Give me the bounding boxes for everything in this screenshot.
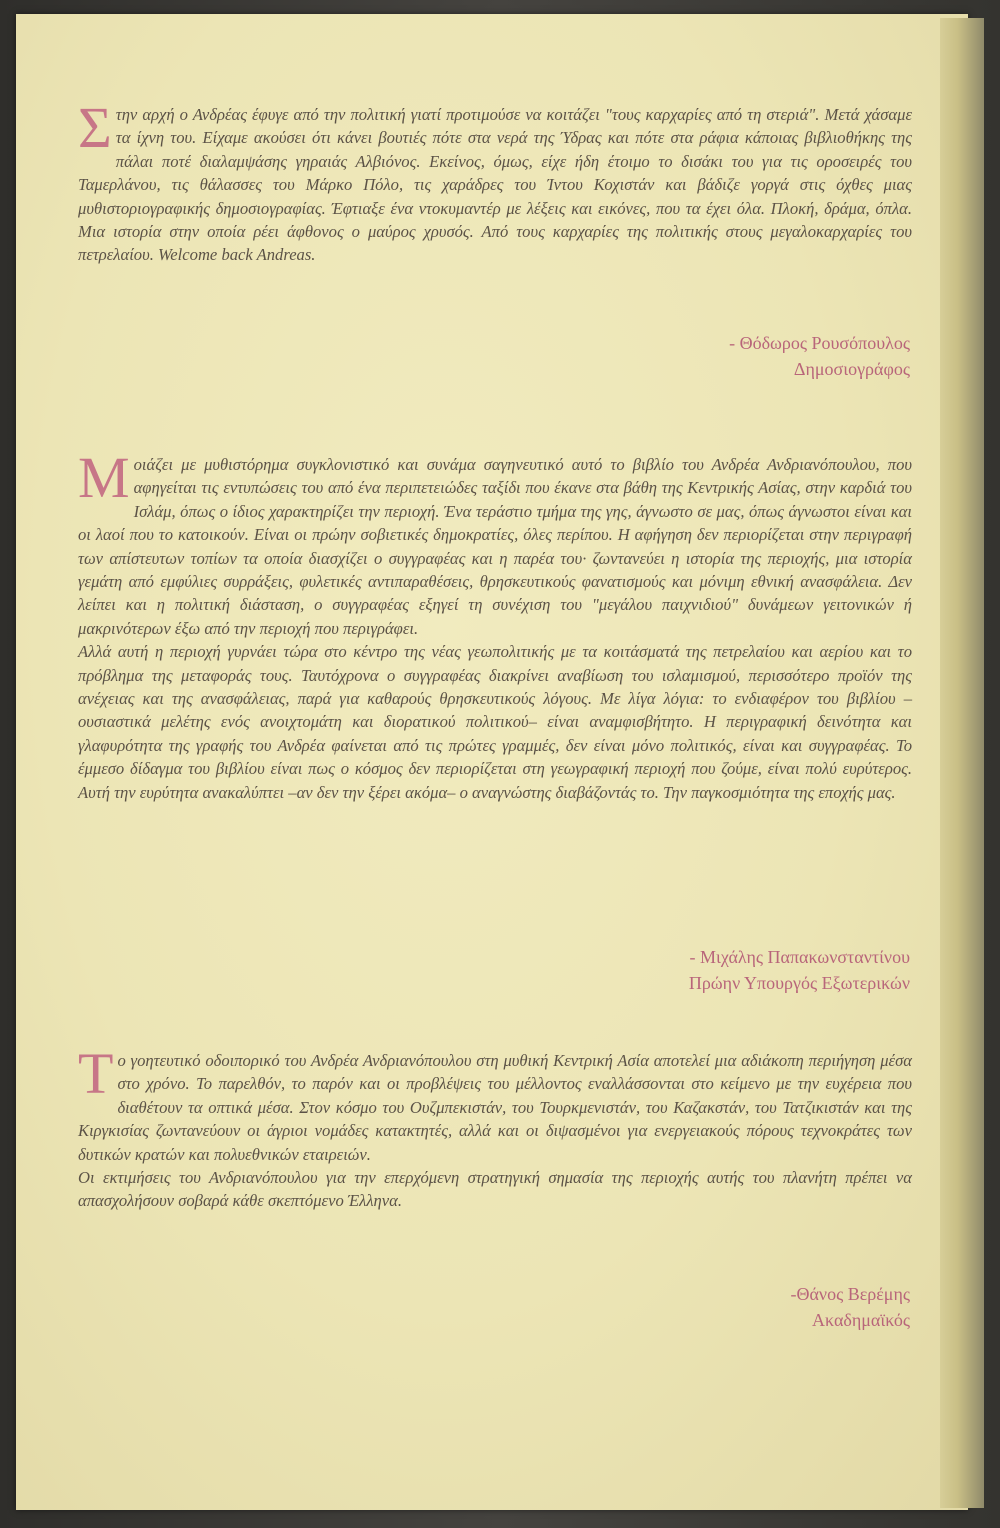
review-2-author: - Μιχάλης Παπακωνσταντίνου xyxy=(689,947,910,967)
review-3-signature xyxy=(490,1281,910,1333)
review-3-paragraph-2: Οι εκτιμήσεις του Ανδριανόπουλου για την επερχόμενη στρατηγική σημασία της περιοχής αυτής του πλανήτη πρέπει να απασχολήσουν σοβαρά κάθε σκεπτόμενο Έλληνα. xyxy=(78,1168,912,1211)
review-1-paragraph xyxy=(78,95,912,267)
review-2-role: Πρώην Υπουργός Εξωτερικών xyxy=(688,973,910,993)
review-2-paragraph-2: Αλλά αυτή η περιοχή γυρνάει τώρα στο κέντρο της νέας γεωπολιτικής με τα κοιτάσματά της πετρελαίου και αερίου και το πρόβλημα της μεταφοράς τους. Ταυτόχρονα ο συγγραφέας διακρίνει αναβίωση του ισλαμισμού, περισσότερο προϊόν της ανέχειας και της ανασφάλειας, παρά για καθαρούς θρησκευτικούς λόγους. Με λίγα λόγια: το ενδιαφέρον του βιβλίου –ουσιαστικά μελέτης ενός ανοιχτομάτη και διορατικού πολιτικού– είναι αναμφισβήτητο. Η περιγραφική δεινότητα και γλαφυρότητα της γραφής του Ανδρέα φαίνεται από τις πρώτες γραμμές, δεν είναι μόνο πολιτικός, είναι και συγγραφέας. Το έμμεσο δίδαγμα του βιβλίου είναι πως ο κόσμος δεν περιορίζεται στη γεωγραφική περιοχή που ζούμε, είναι πολύ ευρύτερος. Αυτή την ευρύτητα ανακαλύπτει –αν δεν την ξέρει ακόμα– ο αναγνώστης διαβάζοντάς το. Την παγκοσμιότητα της εποχής μας. xyxy=(78,642,912,802)
review-3-dropcap: Τ xyxy=(78,1041,114,1106)
review-1-dropcap: Σ xyxy=(78,95,112,160)
review-1-text: την αρχή ο Ανδρέας έφυγε από την πολιτική γιατί προτιμούσε να κοιτάζει "τους καρχαρίες από τη στεριά". Μετά χάσαμε τα ίχνη του. Είχαμε ακούσει ότι κάνει βουτιές πότε στα νερά της Ύδρας και πότε στα ράφια κάποιας βιβλιοθήκης της πάλαι ποτέ διαλαμψάσης γηραιάς Αλβιόνος. Εκείνος, όμως, είχε ήδη έτοιμο το δισάκι του για τις οροσειρές του Ταμερλάνου, τις θάλασσες του Μάρκο Πόλο, τις χαράδρες του Ίντου Κοχιστάν και βάδιζε γοργά στις όχθες μιας μυθιστοριογραφικής δημοσιογραφίας. Έφτιαξε ένα ντοκυμαντέρ με λέξεις και εικόνες, που τα έχει όλα. Πλοκή, δράμα, όπλα. Μια ιστορία στην οποία ρέει άφθονος ο μαύρος χρυσός. Από τους καρχαρίες της πολιτικής στους μεγαλοκαρχαρίες του πετρελαίου. Welcome back Andreas. xyxy=(78,105,912,265)
review-3-text: ο γοητευτικό οδοιπορικό του Ανδρέα Ανδριανόπουλου στη μυθική Κεντρική Ασία αποτελεί μια αδιάκοπη περιήγηση μέσα στο χρόνο. Το παρελθόν, το παρόν και οι προβλέψεις του μέλλοντος εναλλάσσονται στο κείμενο με την ευχέρεια που διαθέτουν τα οπτικά μέσα. Στον κόσμο του Ουζμπεκιστάν, του Τουρκμενιστάν, του Καζακστάν, του Τατζικιστάν και της Κιργκισίας ζωντανεύουν οι άγριοι νομάδες κατακτητές, αλλά και οι διψασμένοι για ενεργειακούς πόρους τεχνοκράτες των δυτικών κρατών και πολυεθνικών εταιρειών. xyxy=(78,1051,912,1164)
review-3-paragraph-1 xyxy=(78,1041,912,1166)
review-1 xyxy=(78,95,912,267)
review-3-role: Ακαδημαϊκός xyxy=(812,1310,910,1330)
review-2-signature xyxy=(490,944,910,996)
review-3 xyxy=(78,1041,912,1213)
review-2-paragraph-1 xyxy=(78,445,912,640)
book-spine xyxy=(940,18,984,1508)
review-2-text: οιάζει με μυθιστόρημα συγκλονιστικό και συνάμα σαγηνευτικό αυτό το βιβλίο του Ανδρέα Ανδριανόπουλου, που αφηγείται τις εντυπώσεις του από ένα περιπετειώδες ταξίδι που έκανε στα βάθη της Κεντρικής Ασίας, στην καρδιά του Ισλάμ, όπως ο ίδιος χαρακτηρίζει την περιοχή. Ένα τεράστιο τμήμα της γης, άγνωστο σε μας, όπως άγνωστοι είναι και οι λαοί που το κατοικούν. Είναι οι πρώην σοβιετικές δημοκρατίες, όλες περίπου. Η αφήγηση δεν περιορίζεται στην περιγραφή των απίστευτων τοπίων τα οποία διασχίζει ο συγγραφέας και η παρέα του· ζωντανεύει η ιστορία της περιοχής, μια ιστορία γεμάτη από εμφύλιες συρράξεις, φυλετικές αντιπαραθέσεις, θρησκευτικούς φανατισμούς και μόνιμη εθνική ανασφάλεια. Δεν λείπει και η πολιτική διάσταση, ο συγγραφέας εξηγεί τη συνέχιση του "μεγάλου παιχνιδιού" δυνάμεων γειτονικών ή μακρινότερων έξω από την περιοχή που περιγράφει. xyxy=(78,455,912,638)
review-1-author: - Θόδωρος Ρουσόπουλος xyxy=(729,333,910,353)
review-2 xyxy=(78,445,912,804)
review-3-author: -Θάνος Βερέμης xyxy=(790,1284,910,1304)
review-1-signature xyxy=(490,330,910,382)
review-1-role: Δημοσιογράφος xyxy=(793,359,910,379)
review-2-dropcap: Μ xyxy=(78,445,130,510)
